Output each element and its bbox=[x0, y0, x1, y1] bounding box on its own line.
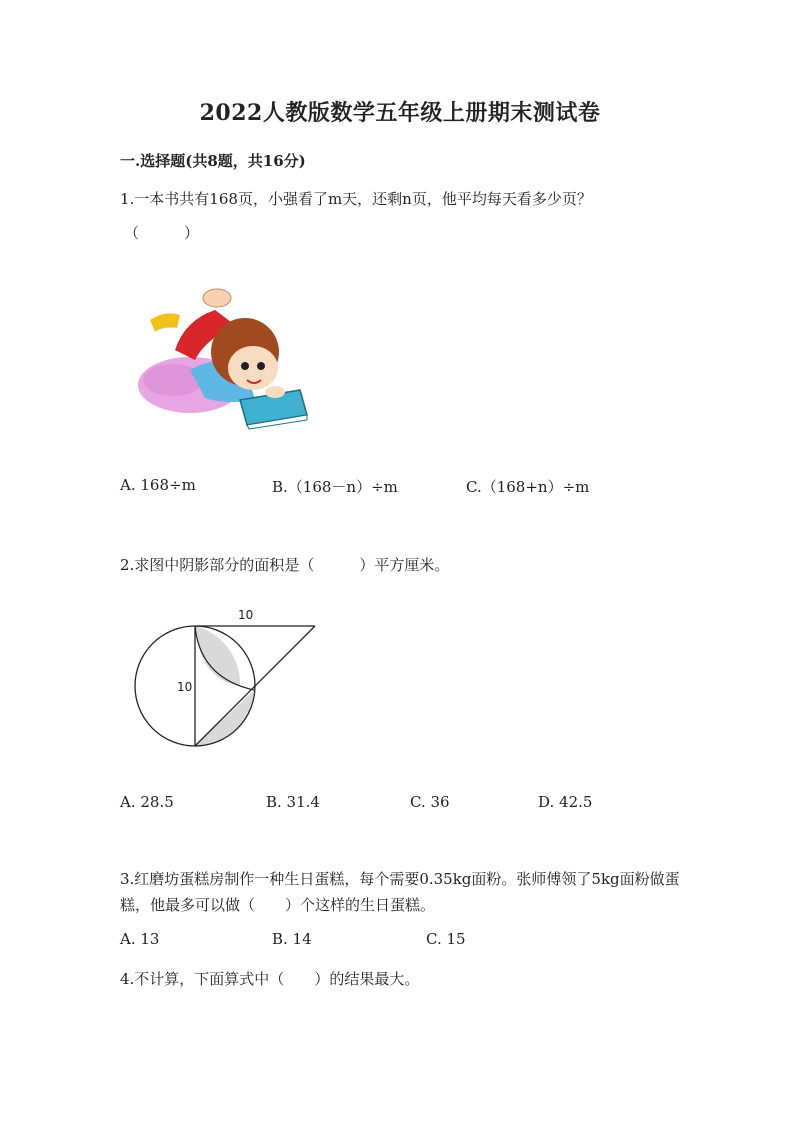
question-2-option-c[interactable]: C. 36 bbox=[410, 793, 450, 811]
page-title: 2022人教版数学五年级上册期末测试卷 bbox=[199, 100, 601, 126]
question-2-text: 2.求图中阴影部分的面积是（ ）平方厘米。 bbox=[120, 556, 450, 574]
question-1-option-b[interactable]: B.（168－n）÷m bbox=[272, 478, 398, 496]
geometry-figure bbox=[120, 600, 330, 760]
question-2-option-b[interactable]: B. 31.4 bbox=[266, 793, 320, 811]
child-reading-illustration bbox=[135, 280, 320, 430]
question-1-text: 1.一本书共有168页，小强看了m天，还剩n页，他平均每天看多少页？ bbox=[120, 190, 592, 208]
question-3-option-b[interactable]: B. 14 bbox=[272, 930, 312, 948]
question-1-option-c[interactable]: C.（168+n）÷m bbox=[466, 478, 590, 496]
shoe-icon bbox=[150, 313, 180, 332]
question-3-option-a[interactable]: A. 13 bbox=[120, 930, 160, 948]
section-heading: 一.选择题(共8题，共16分) bbox=[120, 152, 306, 170]
label-top: 10 bbox=[238, 608, 254, 622]
eye-right-icon bbox=[257, 362, 265, 370]
question-3-option-c[interactable]: C. 15 bbox=[426, 930, 466, 948]
question-3-text: 3.红磨坊蛋糕房制作一种生日蛋糕，每个需要0.35kg面粉。张师傅领了5kg面粉做蛋糕，他最多可以做（ ）个这样的生日蛋糕。 bbox=[120, 870, 680, 914]
question-1-blank: （ ） bbox=[124, 224, 200, 242]
question-4-text: 4.不计算，下面算式中（ ）的结果最大。 bbox=[120, 970, 420, 988]
hand bbox=[265, 386, 285, 398]
label-side: 10 bbox=[177, 680, 193, 694]
foot bbox=[203, 289, 231, 307]
question-2-option-a[interactable]: A. 28.5 bbox=[120, 793, 174, 811]
question-1-option-a[interactable]: A. 168÷m bbox=[120, 476, 196, 494]
eye-left-icon bbox=[241, 362, 249, 370]
question-2-option-d[interactable]: D. 42.5 bbox=[538, 793, 593, 811]
